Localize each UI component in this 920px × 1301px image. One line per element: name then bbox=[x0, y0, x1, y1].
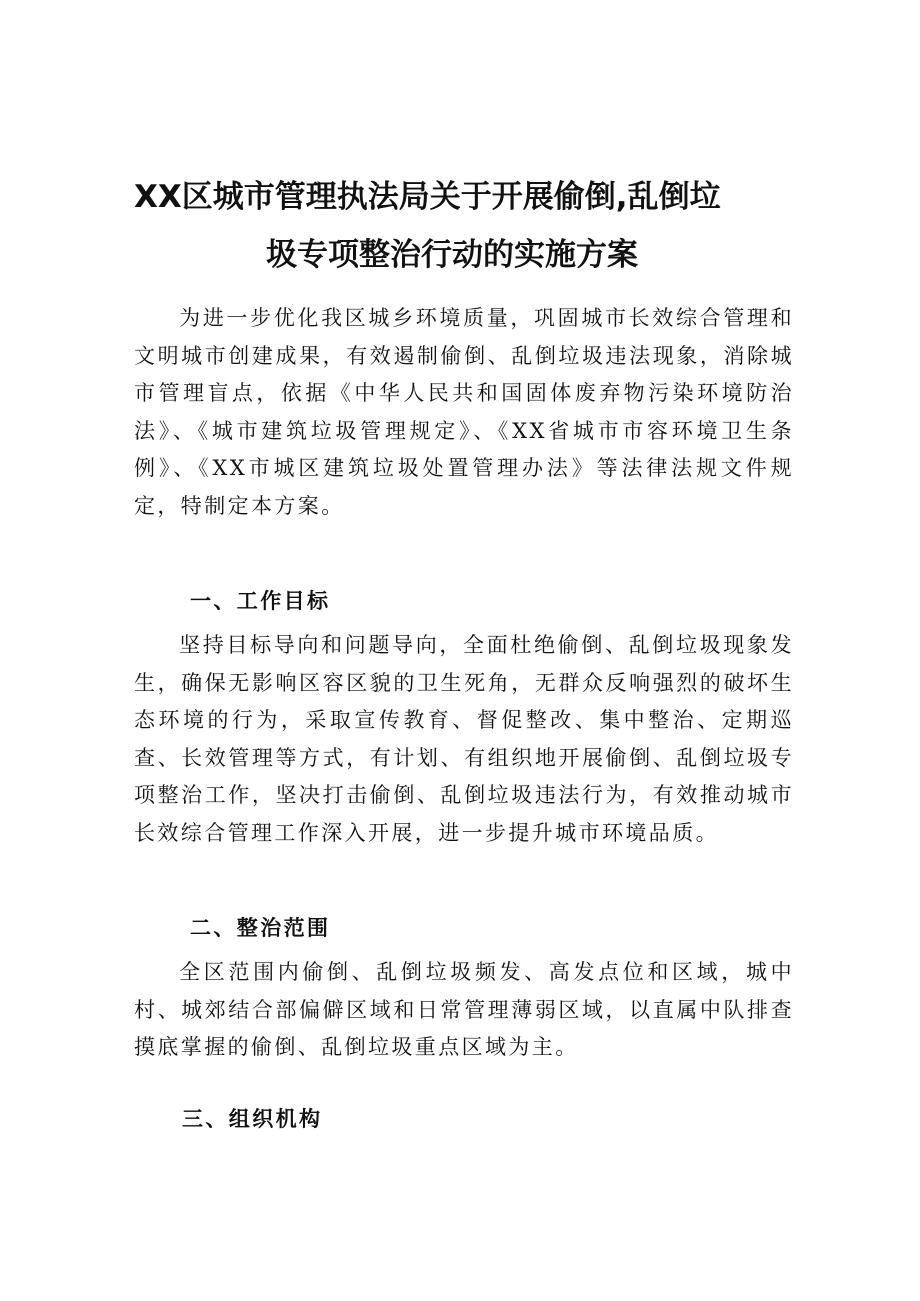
intro-paragraph: 为进一步优化我区城乡环境质量，巩固城市长效综合管理和文明城市创建成果，有效遏制偷倒、乱倒垃圾违法现象，消除城市管理盲点，依据《中华人民共和国固体废弃物污染环境防治法》、《城市建筑垃圾管理规定》、《XX省城市市容环境卫生条例》、《XX市城区建筑垃圾处置管理办法》等法律法规文件规定，特制定本方案。 bbox=[134, 306, 794, 518]
section-body-work-goal: 坚持目标导向和问题导向，全面杜绝偷倒、乱倒垃圾现象发生，确保无影响区容区貌的卫生死角，无群众反响强烈的破坏生态环境的行为，采取宣传教育、督促整改、集中整治、定期巡查、长效管理等方式，有计划、有组织地开展偷倒、乱倒垃圾专项整治工作，坚决打击偷倒、乱倒垃圾违法行为，有效推动城市长效综合管理工作深入开展，进一步提升城市环境品质。 bbox=[134, 633, 794, 845]
section-body-scope: 全区范围内偷倒、乱倒垃圾频发、高发点位和区域，城中村、城郊结合部偏僻区域和日常管理薄弱区域，以直属中队排查摸底掌握的偷倒、乱倒垃圾重点区域为主。 bbox=[134, 960, 794, 1060]
document-title-line-1: XX区城市管理执法局关于开展偷倒,乱倒垃 bbox=[134, 179, 721, 215]
section-heading-organization: 三、组织机构 bbox=[182, 1106, 323, 1131]
section-heading-work-goal: 一、工作目标 bbox=[190, 588, 331, 613]
document-title-line-2: 圾专项整治行动的实施方案 bbox=[266, 237, 638, 273]
section-heading-scope: 二、整治范围 bbox=[190, 915, 331, 940]
